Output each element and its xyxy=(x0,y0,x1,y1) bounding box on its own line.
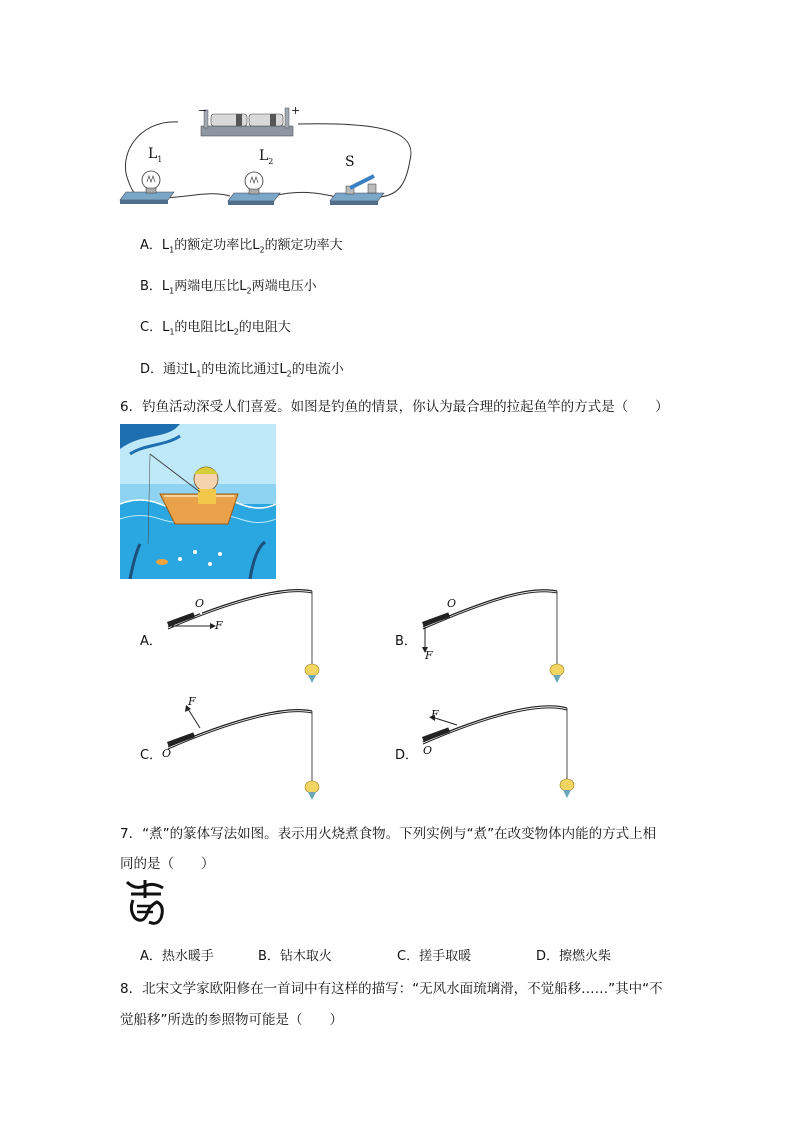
q5-option-b[interactable]: B．$L_1$两端电压比$L_2$两端电压小 xyxy=(140,279,317,296)
q6-c-f-label: F xyxy=(188,695,196,708)
lamp-l2-label: $L_2$ xyxy=(259,148,274,166)
battery-minus-label: − xyxy=(198,104,208,117)
seal-script-zhu-glyph xyxy=(123,876,169,928)
circuit-figure xyxy=(118,100,418,215)
q6-c-o-label: O xyxy=(162,747,172,760)
q6-a-f-label: F xyxy=(215,619,223,632)
q7-stem-line2: 同的是（ ） xyxy=(120,856,215,872)
switch-s-label: S xyxy=(345,154,355,170)
battery-plus-label: + xyxy=(291,104,301,117)
q6-d-f-label: F xyxy=(431,708,439,721)
q6-stem: 6．钓鱼活动深受人们喜爱。如图是钓鱼的情景，你认为最合理的拉起鱼竿的方式是（ ） xyxy=(120,399,669,415)
fishing-scene-image xyxy=(120,424,276,579)
q6-option-a-figure[interactable] xyxy=(140,585,340,690)
q6-option-d-letter: D． xyxy=(395,748,419,763)
q7-option-a[interactable]: A．热水暖手 xyxy=(140,949,214,964)
q8-stem-line2: 觉船移”所选的参照物可能是（ ） xyxy=(120,1012,343,1028)
q7-option-c[interactable]: C．搓手取暖 xyxy=(397,949,472,964)
q6-d-o-label: O xyxy=(423,744,433,757)
q8-stem-line1: 8．北宋文学家欧阳修在一首词中有这样的描写：“无风水面琉璃滑，不觉船移……”其中“不 xyxy=(120,981,663,997)
q7-option-d[interactable]: D．擦燃火柴 xyxy=(536,949,612,964)
q6-option-b-letter: B． xyxy=(395,634,417,649)
q6-option-a-letter: A． xyxy=(140,634,162,649)
q7-option-b[interactable]: B．钻木取火 xyxy=(258,949,332,964)
q6-option-b-figure[interactable] xyxy=(395,585,595,690)
q6-option-c-letter: C． xyxy=(140,748,163,763)
q5-option-d[interactable]: D．通过$L_1$的电流比通过$L_2$的电流小 xyxy=(140,362,344,379)
q6-b-f-label: F xyxy=(425,649,433,662)
q5-option-a[interactable]: A．$L_1$的额定功率比$L_2$的额定功率大 xyxy=(140,238,343,255)
q6-b-o-label: O xyxy=(447,597,457,610)
q6-a-o-label: O xyxy=(195,597,205,610)
q6-option-d-figure[interactable] xyxy=(395,700,595,805)
q7-stem-line1: 7．“煮”的篆体写法如图。表示用火烧煮食物。下列实例与“煮”在改变物体内能的方式上相 xyxy=(120,826,657,842)
q6-option-c-figure[interactable] xyxy=(140,695,340,805)
lamp-l1-label: $L_1$ xyxy=(148,146,163,164)
q5-option-c[interactable]: C．$L_1$的电阻比$L_2$的电阻大 xyxy=(140,320,291,337)
